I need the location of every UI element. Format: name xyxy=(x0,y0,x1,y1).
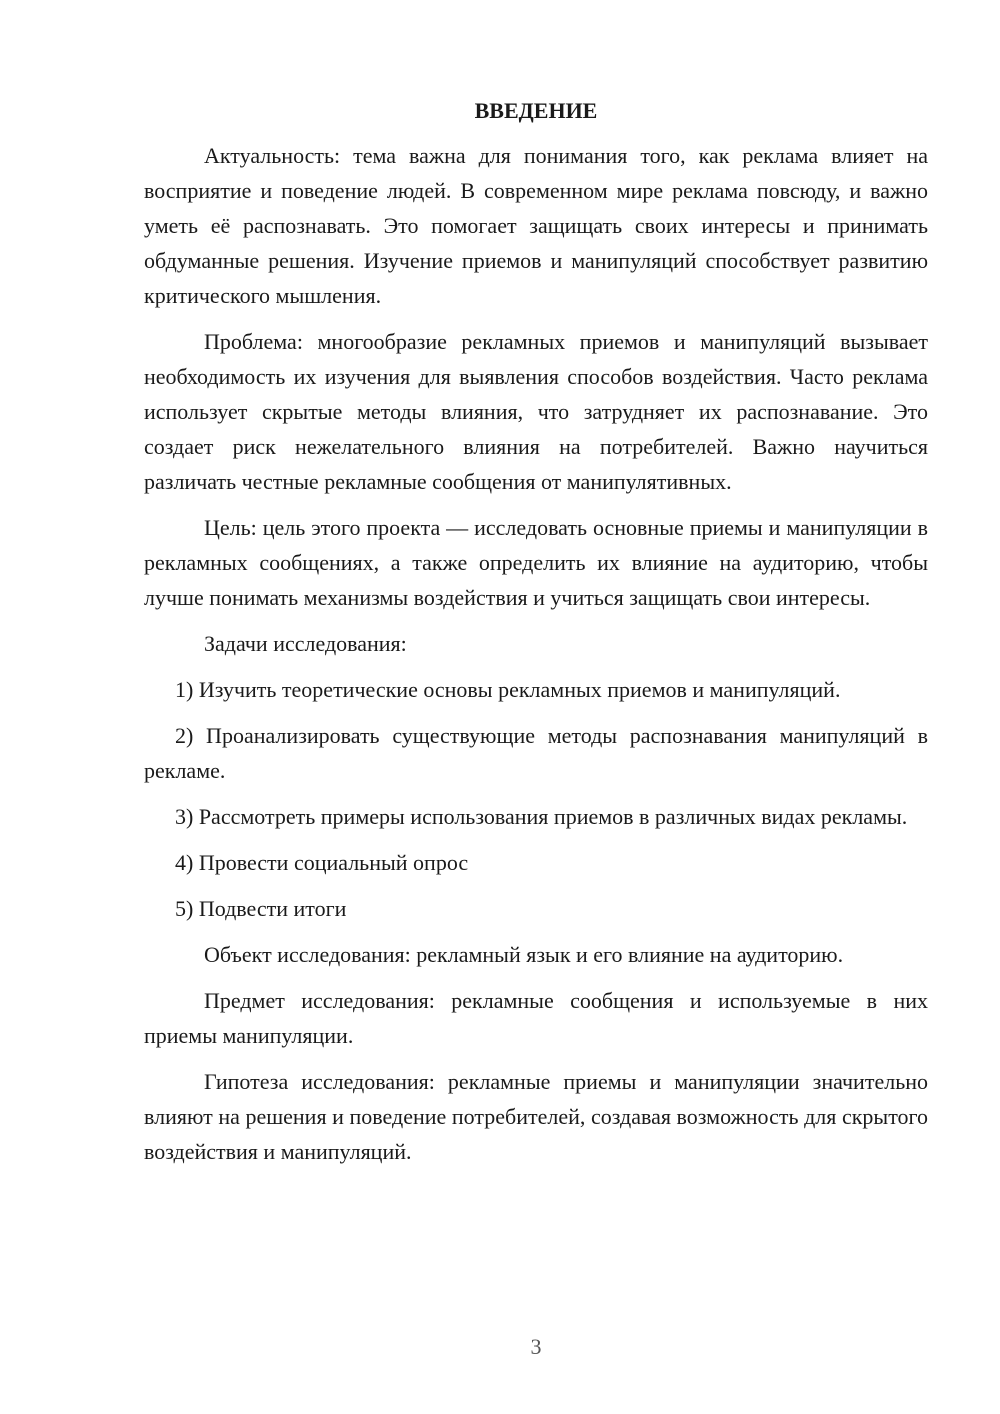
task-item-3: 3) Рассмотреть примеры использования приемов в различных видах рекламы. xyxy=(175,804,908,829)
page-title: ВВЕДЕНИЕ xyxy=(474,98,598,123)
tasks-heading: Задачи исследования: xyxy=(204,631,407,656)
paragraph-relevance: Актуальность: тема важна для понимания того, как реклама влияет на восприятие и поведение людей. В современном мире реклама повсюду, и важно уметь её распознавать. Это помогает защищать своих интересы и принимать обдуманные решения. Изучение приемов и манипуляций способствует развитию критического мышления. xyxy=(144,143,928,308)
paragraph-object: Объект исследования: рекламный язык и его влияние на аудиторию. xyxy=(204,942,844,967)
paragraph-hypothesis: Гипотеза исследования: рекламные приемы и манипуляции значительно влияют на решения и поведение потребителей, создавая возможность для скрытого воздействия и манипуляций. xyxy=(144,1069,928,1164)
task-item-1: 1) Изучить теоретические основы рекламных приемов и манипуляций. xyxy=(175,677,841,702)
paragraph-subject: Предмет исследования: рекламные сообщения и используемые в них приемы манипуляции. xyxy=(144,988,928,1048)
task-item-2: 2) Проанализировать существующие методы распознавания манипуляций в рекламе. xyxy=(144,723,928,783)
task-item-5: 5) Подвести итоги xyxy=(175,896,347,921)
paragraph-goal: Цель: цель этого проекта — исследовать основные приемы и манипуляции в рекламных сообщениях, а также определить их влияние на аудиторию, чтобы лучше понимать механизмы воздействия и учиться защищать свои интересы. xyxy=(144,515,928,610)
task-item-4: 4) Провести социальный опрос xyxy=(175,850,469,875)
document-page xyxy=(144,96,928,1169)
page-number: 3 xyxy=(530,1334,542,1359)
paragraph-problem: Проблема: многообразие рекламных приемов и манипуляций вызывает необходимость их изучения для выявления способов воздействия. Часто реклама использует скрытые методы влияния, что затрудняет их распознавание. Это создает риск нежелательного влияния на потребителей. Важно научиться различать честные рекламные сообщения от манипулятивных. xyxy=(144,329,928,494)
